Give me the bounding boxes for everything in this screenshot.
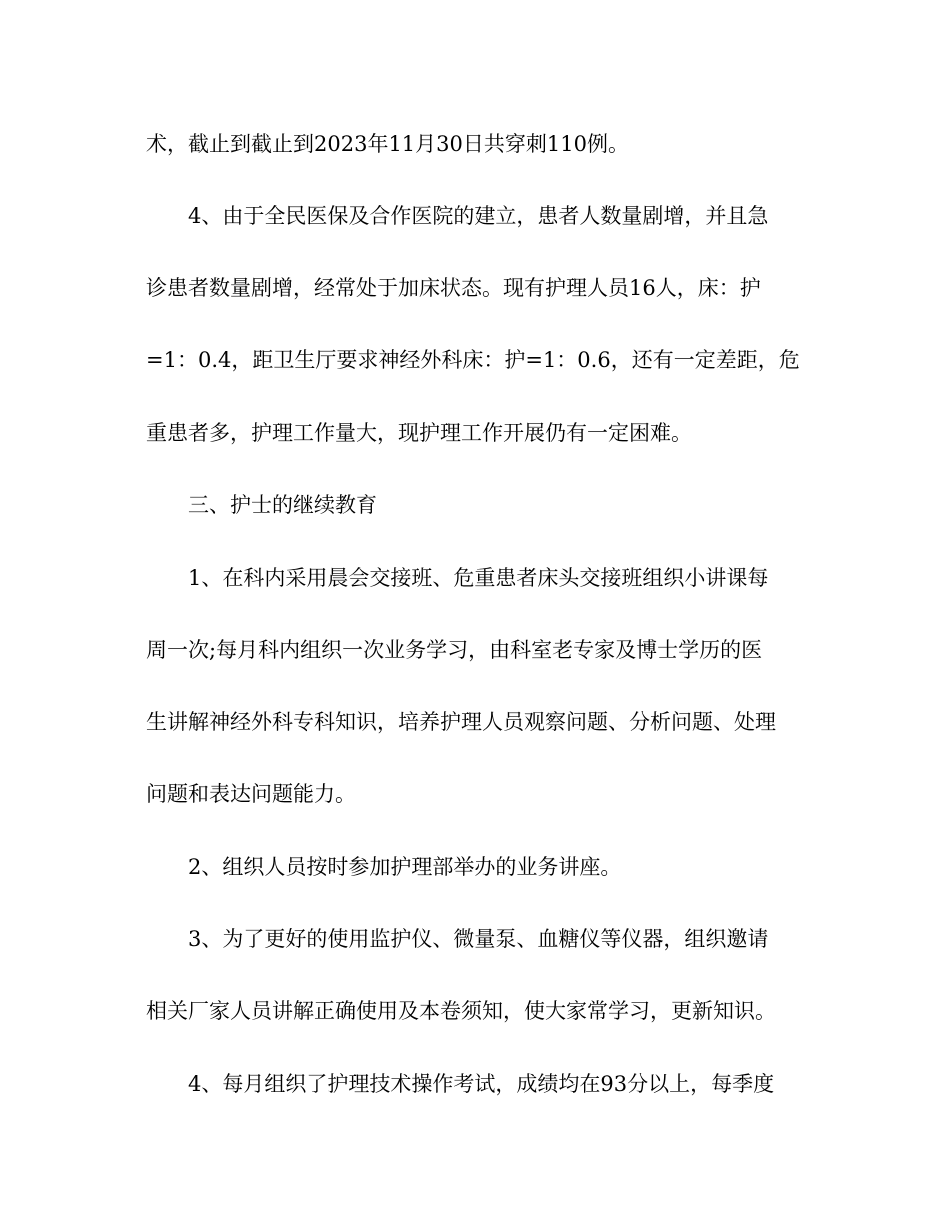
paragraph-line: 问题和表达问题能力。 <box>146 782 356 806</box>
paragraph-line: 4、由于全民医保及合作医院的建立，患者人数量剧增，并且急 <box>188 204 769 228</box>
paragraph-line: 重患者多，护理工作量大，现护理工作开展仍有一定困难。 <box>146 421 692 445</box>
paragraph-line: 1、在科内采用晨会交接班、危重患者床头交接班组织小讲课每 <box>188 566 769 590</box>
paragraph-line: 2、组织人员按时参加护理部举办的业务讲座。 <box>188 855 622 879</box>
paragraph-line: 周一次;每月科内组织一次业务学习，由科室老专家及博士学历的医 <box>146 638 763 662</box>
paragraph-line: 3、为了更好的使用监护仪、微量泵、血糖仪等仪器，组织邀请 <box>188 927 769 951</box>
paragraph-line: 诊患者数量剧增，经常处于加床状态。现有护理人员16人，床：护 <box>146 276 761 300</box>
paragraph-line: 术，截止到截止到2023年11月30日共穿刺110例。 <box>146 132 629 156</box>
paragraph-line: 4、每月组织了护理技术操作考试，成绩均在93分以上，每季度 <box>188 1072 775 1096</box>
paragraph-line: 相关厂家人员讲解正确使用及本卷须知，使大家常学习，更新知识。 <box>146 999 776 1023</box>
section-heading: 三、护士的继续教育 <box>188 493 377 517</box>
paragraph-line: 生讲解神经外科专科知识，培养护理人员观察问题、分析问题、处理 <box>146 710 776 734</box>
paragraph-line: =1：0.4，距卫生厅要求神经外科床：护=1：0.6，还有一定差距，危 <box>146 348 800 372</box>
